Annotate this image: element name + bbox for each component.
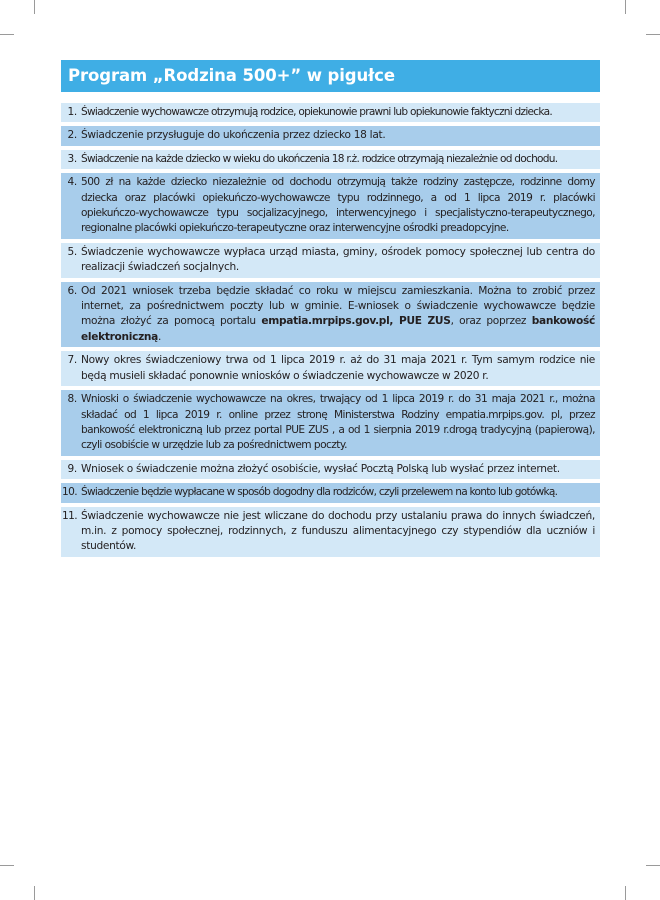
item-text: 500 zł na każde dziecko niezależnie od dochodu otrzymują także rodziny zastępcze, rodzinne domy dziecka oraz placówki opiekuńczo-wychowawcze typu rodzinnego, a od 1 lipca 2019 r. placówki opiekuńczo-wychowawcze typu socjalizacyjnego, interwencyjnego i specjalistyczno-terapeutycznego, regionalne placówki opiekuńczo-terapeutyczne oraz interwencyjne ośrodki preadopcyjne. [81, 176, 595, 235]
item-number: 1. [67, 106, 77, 118]
item-text: Świadczenie wychowawcze wypłaca urząd miasta, gminy, ośrodek pomocy społecznej lub centra do realizacji świadczeń socjalnych. [81, 245, 595, 274]
crop-mark [625, 0, 626, 14]
list-item [61, 126, 600, 145]
item-text: Świadczenie będzie wypłacane w sposób dogodny dla rodziców, czyli przelewem na konto lub gotówką. [81, 486, 558, 499]
item-text-part: . [158, 330, 162, 343]
list-item [61, 460, 600, 479]
item-number: 2. [67, 129, 77, 142]
item-number: 10. [61, 486, 77, 499]
item-number: 8. [67, 393, 77, 406]
crop-mark [0, 34, 14, 35]
list-item [61, 173, 600, 239]
list-item [61, 483, 600, 502]
item-text-part: Od 2021 wniosek trzeba będzie składać co roku w miejscu zamieszkania. Można to zrobić przez internet, za pośrednictwem poczty lub w gminie. E-wniosek o świadczenie wychowawcze będzie można złożyć za pomocą portalu [81, 284, 595, 328]
banking-text: bankowość elektroniczną [81, 315, 595, 343]
list-item [61, 243, 600, 278]
crop-mark [646, 865, 660, 866]
list-item [61, 150, 600, 169]
list-item [61, 390, 600, 456]
item-number: 4. [67, 176, 77, 189]
list-item [61, 351, 600, 386]
list-item [61, 507, 600, 557]
crop-mark [646, 34, 660, 35]
item-text [81, 284, 595, 346]
crop-mark [34, 886, 35, 900]
crop-mark [625, 886, 626, 900]
portal-link-text: empatia.mrpips.gov.pl, PUE ZUS [261, 315, 451, 328]
page-title: Program „Rodzina 500+” w pigułce [61, 60, 600, 92]
item-number: 3. [67, 152, 77, 165]
crop-mark [0, 865, 14, 866]
item-text: Wniosek o świadczenie można złożyć osobiście, wysłać Pocztą Polską lub wysłać przez internet. [81, 462, 560, 475]
item-text: Nowy okres świadczeniowy trwa od 1 lipca 2019 r. aż do 31 maja 2021 r. Tym samym rodzice nie będą musieli składać ponownie wniosków o świadczenie wychowawcze w 2020 r. [81, 354, 595, 382]
item-text: Świadczenie przysługuje do ukończenia przez dziecko 18 lat. [81, 129, 386, 142]
program-list [61, 103, 600, 561]
item-text: Świadczenie wychowawcze nie jest wliczane do dochodu przy ustalaniu prawa do innych świadczeń, m.in. z pomocy społecznej, rodzinnych, z funduszu alimentacyjnego czy stypendiów dla uczniów i studentów. [81, 509, 595, 553]
item-text: Świadczenie na każde dziecko w wieku do ukończenia 18 r.ż. rodzice otrzymają niezależnie od dochodu. [81, 152, 558, 165]
item-number: 11. [61, 509, 77, 522]
list-item [61, 103, 600, 122]
list-item [61, 282, 600, 348]
crop-mark [34, 0, 35, 14]
item-number: 7. [67, 354, 77, 367]
item-text: Wnioski o świadczenie wychowawcze na okres, trwający od 1 lipca 2019 r. do 31 maja 2021 r., można składać od 1 lipca 2019 r. online przez stronę Ministerstwa Rodziny empatia.mrpips.gov. pl, przez bankowość elektroniczną lub przez portal PUE ZUS , a od 1 sierpnia 2019 r.drogą tradycyjną (papierową), czyli osobiście w urzędzie lub za pośrednictwem poczty. [81, 393, 595, 452]
item-number: 5. [67, 245, 77, 258]
item-text-part: , oraz poprzez [450, 315, 532, 328]
item-text: Świadczenie wychowawcze otrzymują rodzice, opiekunowie prawni lub opiekunowie faktyczni dziecka. [81, 106, 552, 118]
item-number: 9. [67, 462, 77, 475]
item-number: 6. [67, 284, 77, 297]
